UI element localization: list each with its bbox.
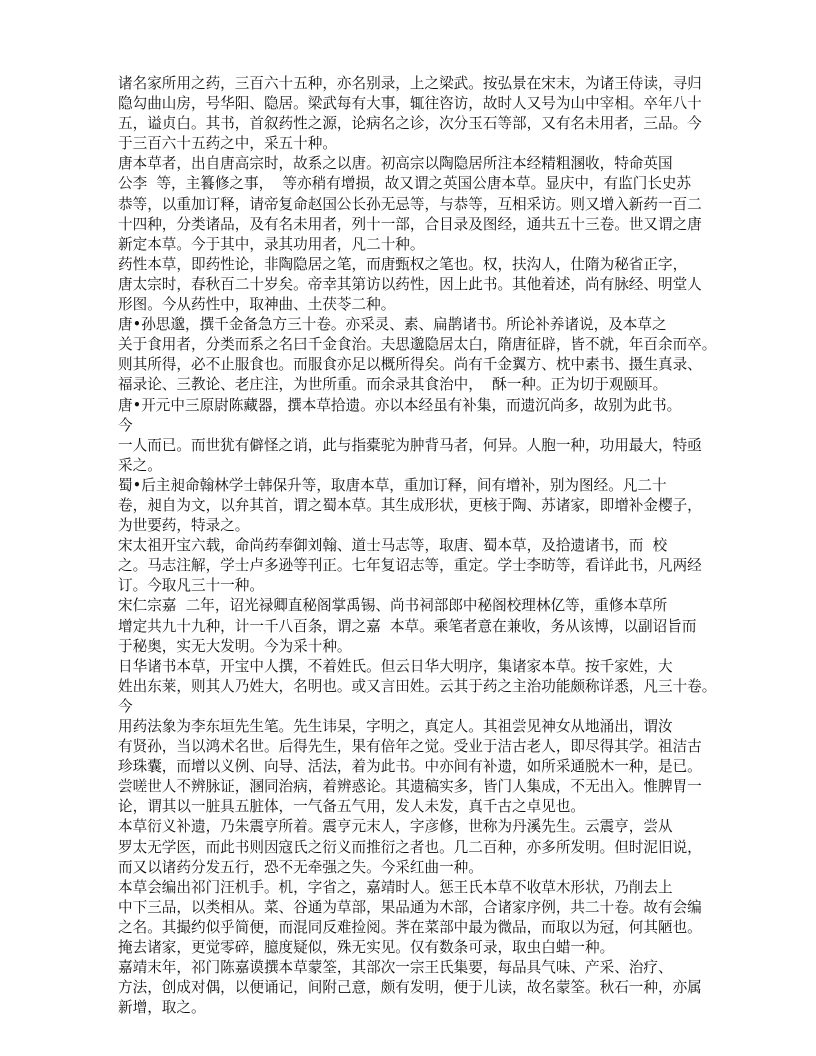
text-line: 隐勾曲山房，号华阳、隐居。梁武每有大事，辄往咨访，故时人又号为山中宰相。卒年八十 xyxy=(118,95,702,113)
text-line: 罗太无学医，而此书则因寇氏之衍义而推衍之者也。几二百种，亦多所发明。但时泥旧说， xyxy=(118,838,702,856)
text-line: 增定共九十九种，计一千八百条，谓之嘉 本草。乘笔者意在兼收，务从该博，以副诏旨而 xyxy=(118,617,697,635)
document-page xyxy=(118,74,717,1018)
text-line: 嘉靖末年，祁门陈嘉谟撰本草蒙筌，其部次一宗王氏集要，每品具气味、产采、治疗、 xyxy=(118,959,673,977)
text-line: 日华诸书本草，开宝中人撰，不着姓氏。但云日华大明序，集诸家本草。按千家姓，大 xyxy=(118,657,673,675)
text-line: 本草衍义补遗，乃朱震亨所着。震亨元末人，字彦修，世称为丹溪先生。云震亨，尝从 xyxy=(118,818,673,836)
text-line: 唐•开元中三原尉陈藏器，撰本草拾遗。亦以本经虽有补集，而遗沉尚多，故别为此书。 xyxy=(118,396,682,414)
text-line: 福录论、三教论、老庄注，为世所重。而余录其食治中， 酥一种。正为切于观颐耳。 xyxy=(118,376,668,394)
text-line: 唐太宗时，春秋百二十岁矣。帝幸其第访以药性，因上此书。其他着述，尚有脉经、明堂人 xyxy=(118,275,702,293)
text-line: 之名。其撮约似乎简便，而混同反难捡阅。荠在菜部中最为微品，而取以为冠，何其陋也。 xyxy=(118,918,702,936)
text-line: 唐本草者，出自唐高宗时，故系之以唐。初高宗以陶隐居所注本经精粗溷收，特命英国 xyxy=(118,155,673,173)
text-line: 诸名家所用之药，三百六十五种，亦名别录，上之梁武。按弘景在宋末，为诸王侍读，寻归 xyxy=(118,75,702,92)
text-line: 中下三品，以类相从。菜、谷通为草部，果品通为木部，合诸家序例，共二十卷。故有会编 xyxy=(118,898,702,916)
text-line: 订。今取凡三十一种。 xyxy=(118,577,264,595)
text-line: 则其所得，必不止服食也。而服食亦足以概所得矣。尚有千金翼方、枕中素书、摄生真录、 xyxy=(118,356,702,374)
text-line: 药性本草，即药性论，非陶隐居之笔，而唐甄权之笔也。权，扶沟人，仕隋为秘省正字， xyxy=(118,255,688,273)
text-line: 关于食用者，分类而系之名曰千金食治。夫思邈隐居太白，隋唐征辟，皆不就，年百余而卒。 xyxy=(118,336,717,354)
text-line: 珍珠囊，而增以义例、向导、活法，着为此书。中亦间有补遗，如所采通脱木一种，是已。 xyxy=(118,758,702,776)
text-line: 而又以诸药分发五行，恐不无牵强之失。今采红曲一种。 xyxy=(118,858,483,876)
text-line: 为世要药，特录之。 xyxy=(118,517,250,535)
text-line: 宋太祖开宝六载，命尚药奉御刘翰、道士马志等，取唐、蜀本草，及拾遗诸书，而 校 xyxy=(118,537,668,555)
text-line: 论，谓其以一脏具五脏体，一气备五气用，发人未发，真千古之卓见也。 xyxy=(118,798,586,816)
text-line: 唐•孙思邈，撰千金备急方三十卷。亦采灵、素、扁鹊诸书。所论补养诸说，及本草之 xyxy=(118,316,667,334)
text-line: 新定本草。今于其中，录其功用者，凡二十种。 xyxy=(118,235,425,253)
text-line: 十四种，分类诸品，及有名未用者，列十一部，合目录及图经，通共五十三卷。世又谓之唐 xyxy=(118,215,702,233)
text-line: 卷，昶自为文，以弁其首，谓之蜀本草。其生成形状，更核于陶、苏诸家，即增补金樱子， xyxy=(118,496,702,514)
text-line: 新增，取之。 xyxy=(118,999,206,1017)
text-line: 一人而已。而世犹有僻怪之诮，此与指橐驼为肿背马者，何异。人胞一种，功用最大，特亟 xyxy=(118,436,702,454)
text-line: 掩去诸家，更觉零碎，臆度疑似，殊无实见。仅有数条可录，取虫白蜡一种。 xyxy=(118,939,615,957)
text-line: 采之。 xyxy=(118,456,162,474)
text-line: 宋仁宗嘉 二年，诏光禄卿直秘阁掌禹锡、尚书祠部郎中秘阁校理林亿等，重修本草所 xyxy=(118,597,668,615)
text-line: 尝嗟世人不辨脉证，溷同治病，着辨惑论。其遗稿实多，皆门人集成，不无出入。惟脾胃一 xyxy=(118,778,702,796)
text-line: 姓出东莱，则其人乃姓大，名明也。或又言田姓。云其于药之主治功能颇称详悉，凡三十卷。 xyxy=(118,677,717,695)
text-line: 用药法象为李东垣先生笔。先生讳杲，字明之，真定人。其祖尝见神女从地涌出，谓汝 xyxy=(118,718,673,735)
text-line: 今 xyxy=(118,416,133,434)
text-line: 今 xyxy=(118,697,133,715)
text-line: 于三百六十五药之中，采五十种。 xyxy=(118,135,337,153)
text-line: 有贤孙，当以鸿术名世。后得先生，果有倍年之觉。受业于洁古老人，即尽得其学。祖洁古 xyxy=(118,738,702,756)
text-line: 于秘奥，实无大发明。今为采十种。 xyxy=(118,637,352,655)
text-line: 恭等，以重加订释，请帝复命赵国公长孙无忌等，与恭等，互相采访。则又增入新药一百二 xyxy=(118,195,702,213)
text-line: 方法，创成对偶，以便诵记，间附己意，颇有发明，便于儿读，故名蒙筌。秋石一种，亦属 xyxy=(118,979,702,997)
text-line: 蜀•后主昶命翰林学士韩保升等，取唐本草，重加订释，间有增补，别为图经。凡二十 xyxy=(118,476,667,494)
text-line: 公李 等，主籑修之事， 等亦稍有增损，故又谓之英国公唐本草。显庆中，有监门长史苏 xyxy=(118,175,692,193)
text-line: 之。马志注解，学士卢多逊等刊正。七年复诏志等，重定。学士李昉等，看详此书，凡两经 xyxy=(118,557,702,575)
text-line: 本草会编出祁门汪机手。机，字省之，嘉靖时人。惩王氏本草不收草木形状，乃削去上 xyxy=(118,878,673,896)
text-line: 五，谥贞白。其书，首叙药性之源，论病名之诊，次分玉石等部，又有名未用者，三品。今 xyxy=(118,115,702,133)
text-line: 形图。今从药性中，取神曲、土茯苓二种。 xyxy=(118,296,396,314)
